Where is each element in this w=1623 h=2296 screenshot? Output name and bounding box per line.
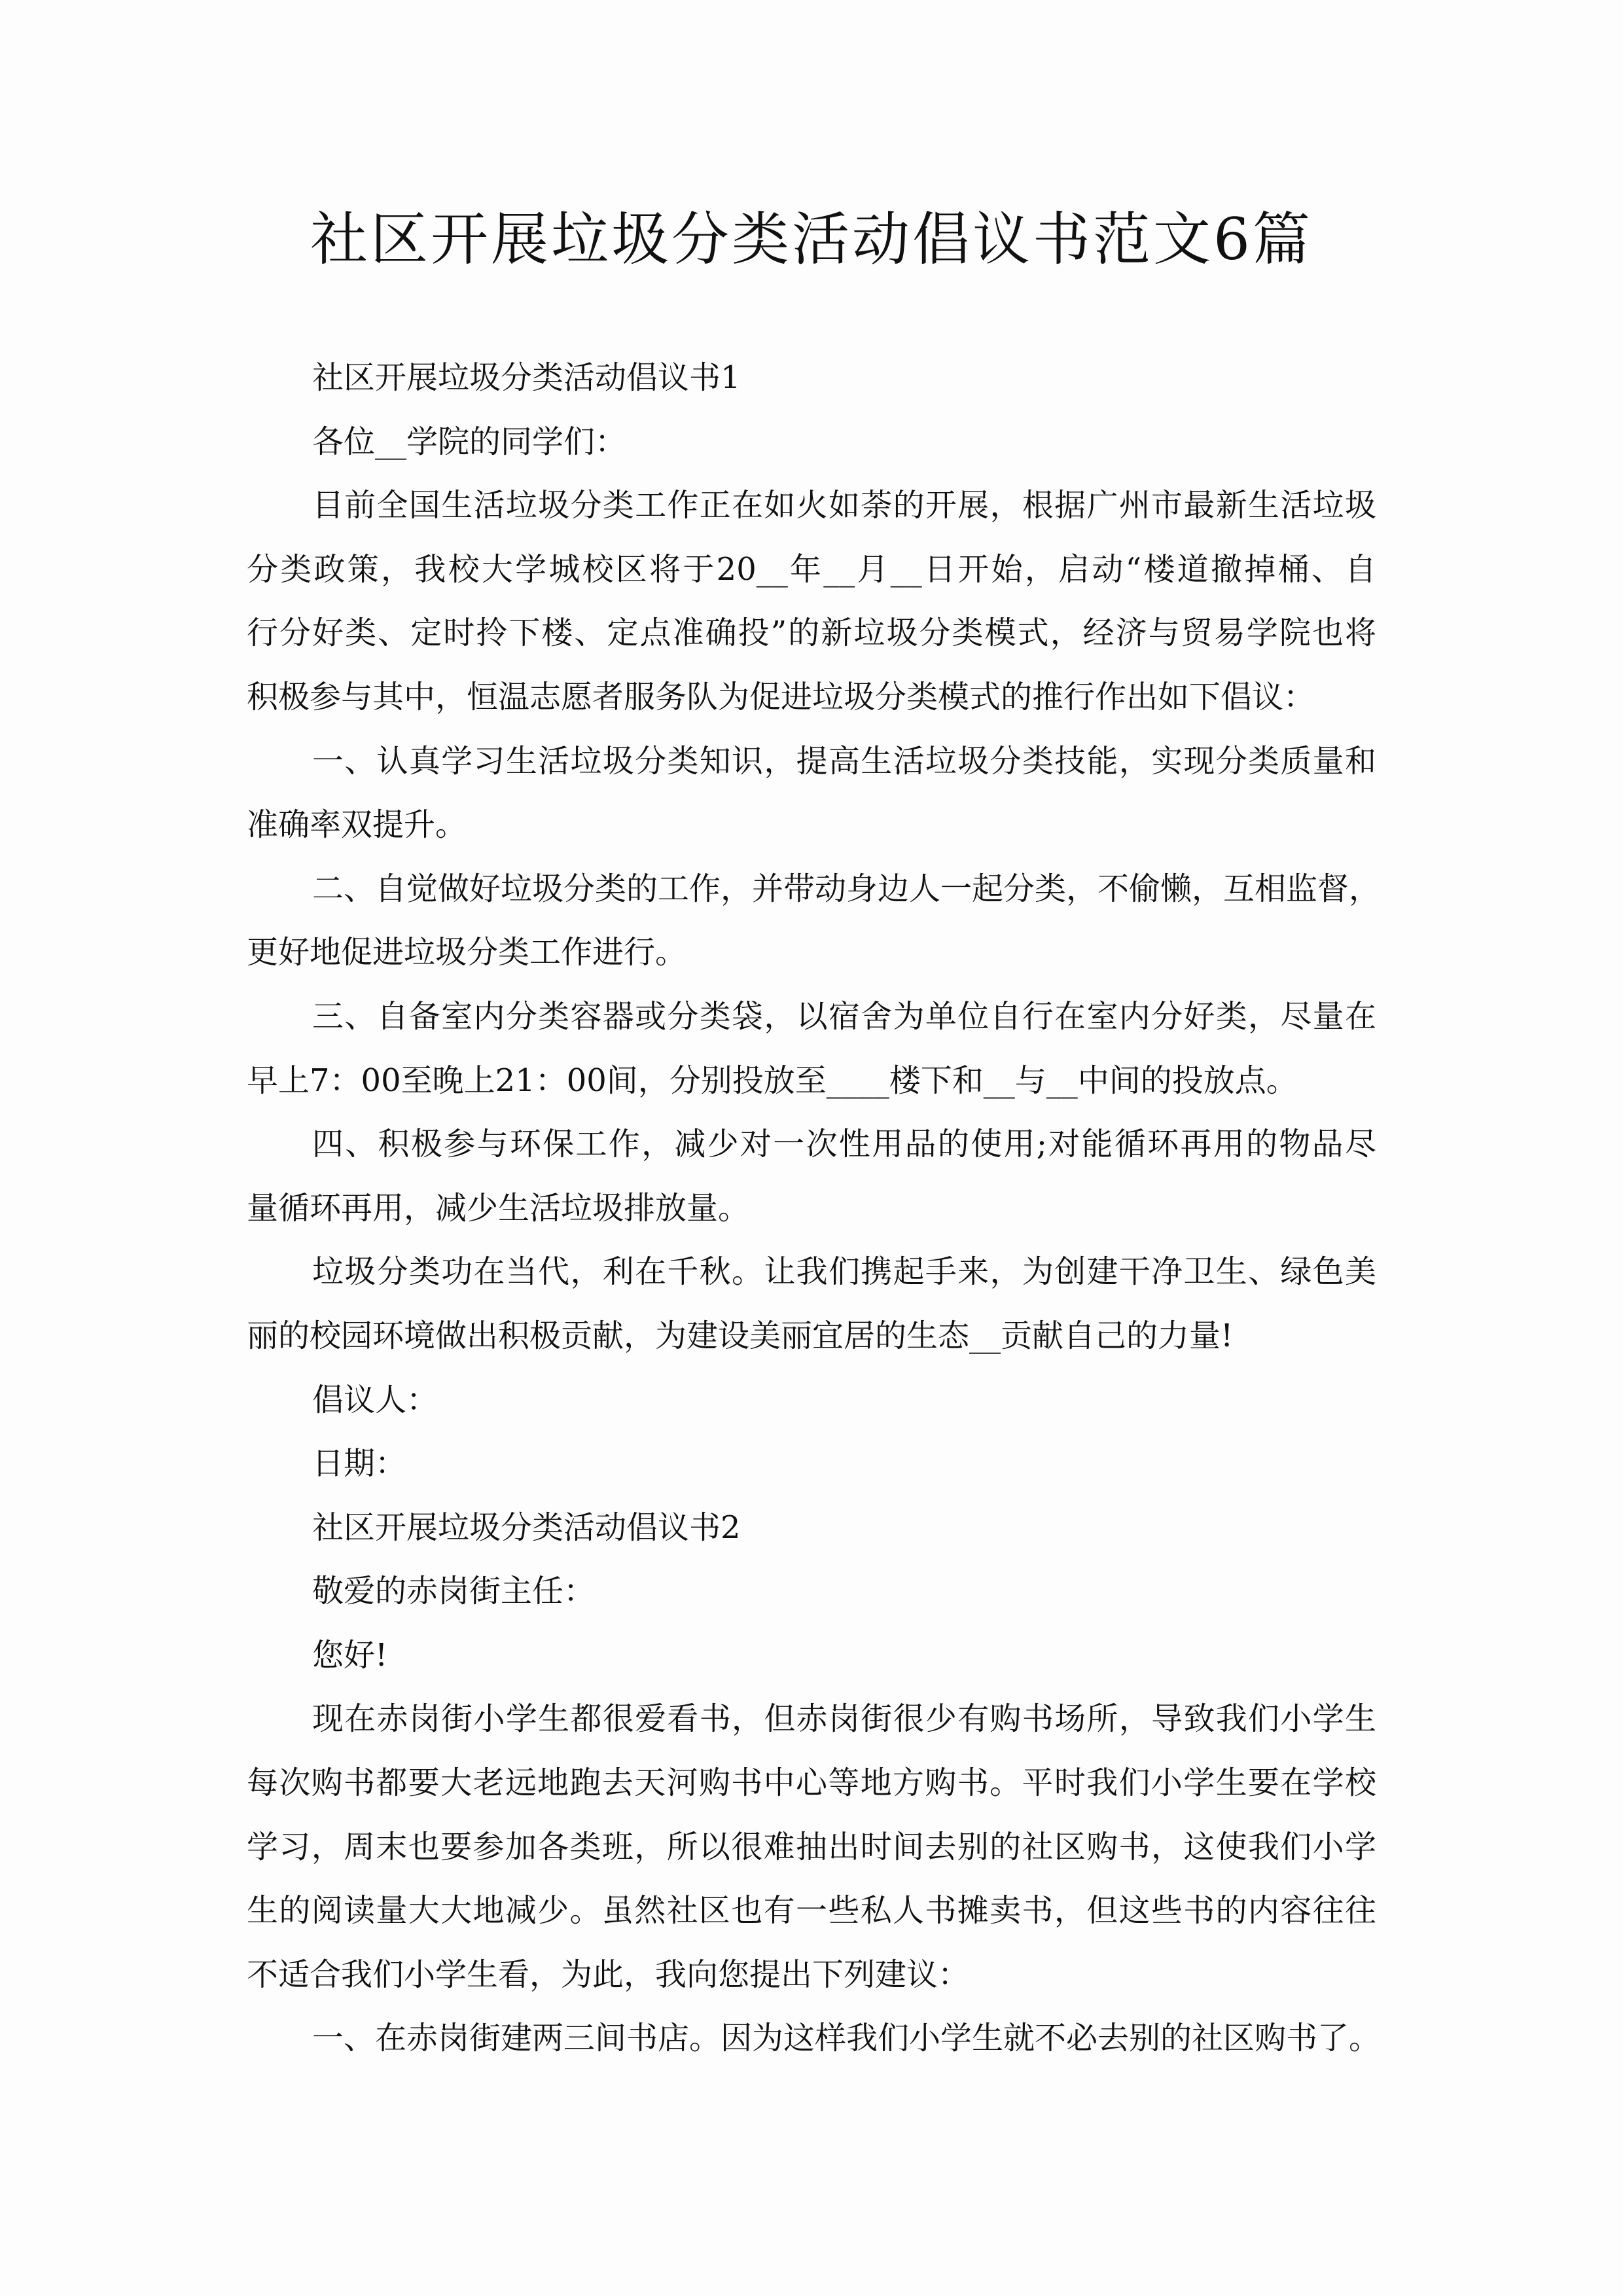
paragraph-line: 生的阅读量大大地减少。虽然社区也有一些私人书摊卖书，但这些书的内容往往 [247, 1892, 1376, 1929]
paragraph-line: 目前全国生活垃圾分类工作正在如火如荼的开展，根据广州市最新生活垃圾 [312, 487, 1376, 524]
paragraph-line: 量循环再用，减少生活垃圾排放量。 [247, 1189, 750, 1227]
suggestion-item-1 [247, 2012, 1381, 2076]
paragraph-line: 学习，周末也要参加各类班，所以很难抽出时间去别的社区购书，这使我们小学 [247, 1828, 1376, 1865]
proposal-item-4 [247, 1118, 1376, 1246]
section-heading: 社区开展垃圾分类活动倡议书1 [312, 359, 741, 396]
paragraph-line: 三、自备室内分类容器或分类袋，以宿舍为单位自行在室内分好类，尽量在 [312, 997, 1376, 1035]
proposal-item-3 [247, 990, 1376, 1118]
paragraph-line: 丽的校园环境做出积极贡献，为建设美丽宜居的生态__贡献自己的力量! [247, 1317, 1234, 1354]
paragraph-line: 一、认真学习生活垃圾分类知识，提高生活垃圾分类技能，实现分类质量和 [312, 742, 1376, 780]
greeting: 您好! [312, 1636, 388, 1674]
salutation: 各位__学院的同学们： [312, 423, 627, 460]
date-label: 日期： [312, 1445, 407, 1482]
signature-label: 倡议人： [312, 1381, 438, 1418]
paragraph-line: 四、积极参与环保工作，减少对一次性用品的使用;对能循环再用的物品尽 [312, 1126, 1376, 1163]
paragraph-line: 更好地促进垃圾分类工作进行。 [247, 934, 687, 971]
paragraph [247, 479, 1376, 734]
section-2 [247, 1501, 1381, 2076]
salutation: 敬爱的赤岗街主任： [312, 1573, 596, 1610]
section-heading: 社区开展垃圾分类活动倡议书2 [312, 1509, 741, 1546]
paragraph-line: 分类政策，我校大学城校区将于20__年__月__日开始，启动“楼道撤掉桶、自 [247, 550, 1376, 588]
paragraph-line: 每次购书都要大老远地跑去天河购书中心等地方购书。平时我们小学生要在学校 [247, 1765, 1376, 1802]
closing-paragraph [247, 1246, 1376, 1373]
paragraph-line: 二、自觉做好垃圾分类的工作，并带动身边人一起分类，不偷懒，互相监督， [312, 870, 1381, 907]
paragraph-line: 垃圾分类功在当代，利在千秋。让我们携起手来，为创建干净卫生、绿色美 [312, 1253, 1376, 1291]
paragraph [247, 1693, 1376, 2012]
paragraph-line: 现在赤岗街小学生都很爱看书，但赤岗街很少有购书场所，导致我们小学生 [312, 1700, 1376, 1738]
document-body [247, 351, 1381, 2076]
paragraph-line: 一、在赤岗街建两三间书店。因为这样我们小学生就不必去别的社区购书了。 [312, 2020, 1381, 2057]
proposal-item-2 [247, 863, 1381, 990]
paragraph-line: 准确率双提升。 [247, 806, 467, 844]
proposal-item-1 [247, 735, 1376, 863]
paragraph-line: 积极参与其中，恒温志愿者服务队为促进垃圾分类模式的推行作出如下倡议： [247, 678, 1315, 715]
paragraph-line: 早上7：00至晚上21：00间，分别投放至____楼下和__与__中间的投放点。 [247, 1062, 1298, 1099]
paragraph-line: 不适合我们小学生看，为此，我向您提出下列建议： [247, 1956, 970, 1993]
page-title: 社区开展垃圾分类活动倡议书范文6篇 [310, 206, 1313, 273]
paragraph-line: 行分好类、定时拎下楼、定点准确投”的新垃圾分类模式，经济与贸易学院也将 [247, 615, 1376, 652]
section-1 [247, 351, 1381, 1501]
